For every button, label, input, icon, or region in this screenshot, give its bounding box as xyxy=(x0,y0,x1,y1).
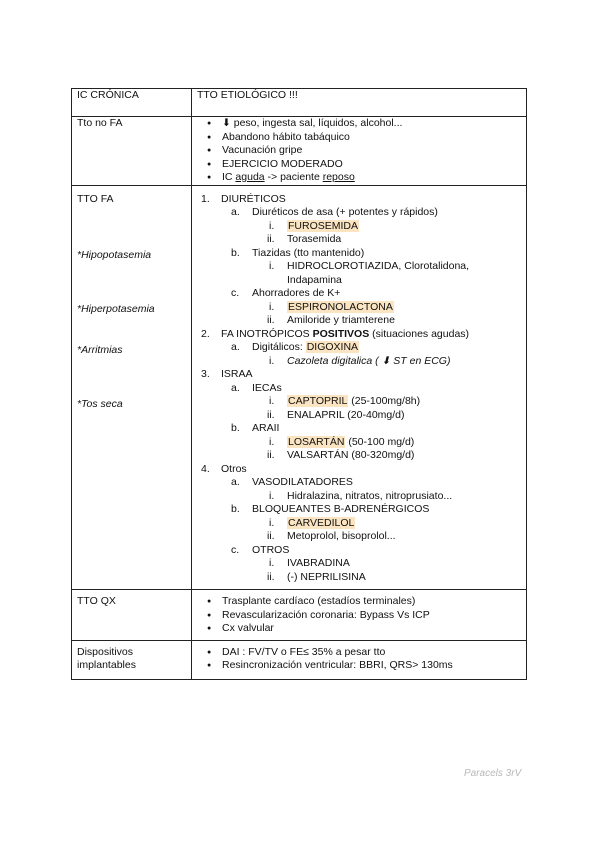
dispositivos-list xyxy=(197,646,521,673)
list-item xyxy=(197,260,521,274)
item-marker: 1. xyxy=(201,192,210,205)
item-marker: ii. xyxy=(267,408,275,421)
list-item: ● DAI : FV/TV o FE≤ 35% a pesar tto xyxy=(197,646,521,660)
item-text: IVABRADINA xyxy=(287,557,350,569)
list-item xyxy=(197,490,521,504)
row-label-no-fa: Tto no FA xyxy=(72,117,192,186)
underlined-text: aguda xyxy=(235,171,265,183)
item-marker: i. xyxy=(269,354,275,367)
list-item xyxy=(197,171,521,185)
item-text: HIDROCLOROTIAZIDA, Clorotalidona, xyxy=(287,260,470,272)
item-marker: i. xyxy=(269,219,275,232)
item-marker: 4. xyxy=(201,462,210,475)
list-item: ● Revascularización coronaria: Bypass Vs ICP xyxy=(197,609,521,623)
list-item xyxy=(197,395,521,409)
item-marker: a. xyxy=(231,206,240,218)
row-label-qx: TTO QX xyxy=(72,590,192,641)
row-label-line: implantables xyxy=(77,659,136,671)
item-text: Cazoleta digitalica ( xyxy=(287,354,382,367)
list-item xyxy=(197,557,521,571)
header-col1: IC CRÓNICA xyxy=(72,89,192,117)
item-text: (-) NEPRILISINA xyxy=(287,570,366,583)
item-marker: 3. xyxy=(201,368,210,380)
highlighted-drug: CAPTOPRIL xyxy=(288,395,348,407)
list-item xyxy=(197,287,521,301)
item-text: BLOQUEANTES B-ADRENÉRGICOS xyxy=(252,503,430,515)
list-item xyxy=(197,193,521,207)
item-marker: i. xyxy=(269,395,275,407)
item-text: (25-100mg/8h) xyxy=(348,395,421,407)
list-item: ● Resincronización ventricular: BBRI, QRS> 130ms xyxy=(197,659,521,673)
item-text: OTROS xyxy=(252,543,290,556)
item-marker: i. xyxy=(269,557,275,569)
down-arrow-icon: ⬇ xyxy=(381,354,391,367)
list-item xyxy=(197,233,521,247)
item-marker: a. xyxy=(231,381,240,394)
item-text: ENALAPRIL (20-40mg/d) xyxy=(287,408,405,421)
highlighted-drug: FUROSEMIDA xyxy=(288,219,359,232)
list-item xyxy=(197,247,521,261)
qx-list xyxy=(197,595,521,636)
list-item xyxy=(197,220,521,234)
list-item: ● Cx valvular xyxy=(197,622,521,636)
bold-text: POSITIVOS xyxy=(312,327,370,340)
row-label-fa: TTO FA xyxy=(77,192,114,205)
list-item xyxy=(197,517,521,531)
item-marker: i. xyxy=(269,516,275,529)
side-note: *Hiperpotasemia xyxy=(77,302,155,315)
list-item-continuation: Indapamina xyxy=(287,273,342,286)
item-text: VALSARTÁN (80-320mg/d) xyxy=(287,449,415,461)
list-item xyxy=(197,341,521,355)
list-item xyxy=(197,314,521,328)
list-item xyxy=(197,206,521,220)
fa-cell xyxy=(192,185,527,590)
side-note: *Hipopotasemia xyxy=(77,248,152,261)
qx-cell xyxy=(192,590,527,641)
highlighted-drug: LOSARTÁN xyxy=(288,435,345,448)
list-item xyxy=(197,449,521,463)
list-item xyxy=(197,117,521,131)
list-item xyxy=(197,368,521,382)
dispositivos-cell xyxy=(192,640,527,679)
list-item xyxy=(197,382,521,396)
table-header-row xyxy=(72,89,527,117)
item-text: Ahorradores de K+ xyxy=(252,287,341,299)
item-marker: ii. xyxy=(267,449,275,461)
list-item xyxy=(197,530,521,544)
header-col2: TTO ETIOLÓGICO !!! xyxy=(192,89,527,117)
item-marker: i. xyxy=(269,300,275,313)
item-text: Digitálicos: xyxy=(252,341,306,353)
list-item xyxy=(197,544,521,558)
item-text: Tiazidas (tto mantenido) xyxy=(252,246,365,259)
list-item xyxy=(197,476,521,490)
list-item-text: -> paciente xyxy=(264,171,323,183)
item-text: Otros xyxy=(221,462,247,475)
table-row-qx xyxy=(72,590,527,641)
highlighted-drug: DIGOXINA xyxy=(306,341,359,353)
no-fa-list xyxy=(197,117,521,185)
list-item xyxy=(197,463,521,477)
table-row-fa xyxy=(72,185,527,590)
item-marker: c. xyxy=(231,543,240,556)
side-note: *Tos seca xyxy=(77,397,123,410)
item-marker: 2. xyxy=(201,327,210,340)
item-marker: i. xyxy=(269,435,275,448)
underlined-text: reposo xyxy=(322,171,355,183)
item-text: (50-100 mg/d) xyxy=(345,435,415,448)
item-text: ARAII xyxy=(252,422,280,434)
list-item-text: peso, ingesta sal, líquidos, alcohol... xyxy=(230,117,403,129)
item-text: VASODILATADORES xyxy=(252,476,353,488)
list-item xyxy=(197,436,521,450)
item-text: ISRAA xyxy=(221,368,253,380)
highlighted-drug: CARVEDILOL xyxy=(288,516,355,529)
item-marker: a. xyxy=(231,476,240,488)
side-note: *Arritmias xyxy=(77,343,123,356)
item-marker: i. xyxy=(269,260,275,272)
list-item xyxy=(197,328,521,342)
list-item: ● Trasplante cardíaco (estadíos terminales) xyxy=(197,595,521,609)
item-marker: b. xyxy=(231,246,240,259)
item-marker: ii. xyxy=(267,570,275,583)
list-item xyxy=(197,301,521,315)
item-text: Metoprolol, bisoprolol... xyxy=(287,530,396,542)
item-text: Hidralazina, nitratos, nitroprusiato... xyxy=(287,489,453,502)
no-fa-cell xyxy=(192,117,527,186)
row-label-fa-cell xyxy=(72,185,192,590)
item-marker: ii. xyxy=(267,530,275,542)
item-marker: b. xyxy=(231,422,240,434)
list-item-text: IC xyxy=(222,171,236,183)
row-label-dispositivos xyxy=(72,640,192,679)
item-text: IECAs xyxy=(252,381,282,394)
item-marker: i. xyxy=(269,489,275,502)
list-item: ● Abandono hábito tabáquico xyxy=(197,131,521,145)
item-marker: ii. xyxy=(267,233,275,245)
item-text: Amiloride y triamterene xyxy=(287,314,395,326)
item-marker: b. xyxy=(231,503,240,515)
down-arrow-icon: ⬇ xyxy=(222,117,231,129)
list-item xyxy=(197,571,521,585)
list-item: ● EJERCICIO MODERADO xyxy=(197,158,521,172)
treatment-table xyxy=(71,88,527,680)
item-text: (situaciones agudas) xyxy=(369,327,470,340)
item-text: Torasemida xyxy=(287,233,342,245)
item-marker: c. xyxy=(231,287,240,299)
item-marker: a. xyxy=(231,341,240,353)
table-row-no-fa xyxy=(72,117,527,186)
item-text: ST en ECG) xyxy=(390,354,451,367)
item-marker: ii. xyxy=(267,314,275,326)
item-text: FA INOTRÓPICOS xyxy=(221,327,313,340)
table-row-dispositivos xyxy=(72,640,527,679)
list-item xyxy=(197,409,521,423)
watermark: Paracels 3rV xyxy=(464,768,522,779)
list-item xyxy=(197,355,521,369)
item-text: DIURÉTICOS xyxy=(221,192,286,205)
list-item: ● Vacunación gripe xyxy=(197,144,521,158)
list-item xyxy=(197,503,521,517)
list-item xyxy=(197,422,521,436)
highlighted-drug: ESPIRONOLACTONA xyxy=(288,300,393,313)
item-text: Diuréticos de asa (+ potentes y rápidos) xyxy=(252,206,438,218)
row-label-line: Dispositivos xyxy=(77,645,134,658)
